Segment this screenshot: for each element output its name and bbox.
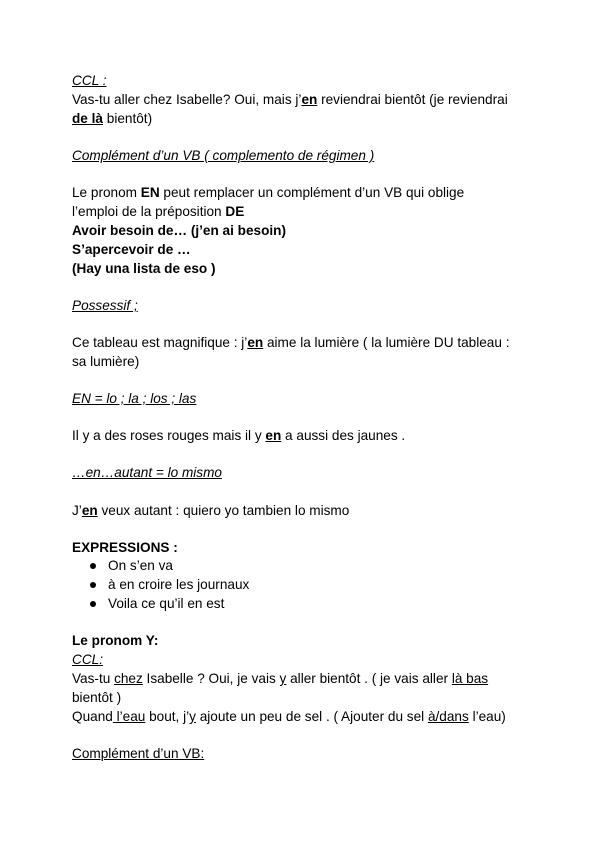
y-line-2: bientôt ) (72, 690, 122, 705)
list-item: On s’en va (108, 558, 173, 573)
emphasis: DE (225, 204, 245, 219)
text: bout, j’ (145, 709, 190, 724)
expressions-heading: EXPRESSIONS : (72, 540, 178, 555)
text: reviendrai bientôt (je reviendrai (317, 92, 508, 107)
cvb-line-2 (72, 203, 244, 221)
emphasis: en (301, 92, 318, 107)
autant-heading: …en…autant = lo mismo (72, 465, 222, 480)
cvb-bold-2: S’apercevoir de … (72, 242, 191, 257)
text: Isabelle ? Oui, je vais (142, 671, 280, 686)
y-ccl-heading: CCL: (72, 652, 103, 667)
ccl-heading: CCL : (72, 73, 107, 88)
cvb-heading: Complément d’un VB ( complemento de régimen ) (72, 148, 375, 163)
poss-line-1 (72, 334, 509, 352)
text: Quand (72, 709, 113, 724)
emphasis: en (81, 503, 98, 518)
autant-line-1 (72, 502, 349, 520)
poss-line-2: sa lumière) (72, 354, 140, 369)
text: ajoute un peu de sel . ( Ajouter du sel (195, 709, 428, 724)
text: Il y a des roses rouges mais il y (72, 428, 266, 443)
underlined-text: l’eau (112, 709, 146, 724)
ccl-line-2 (72, 110, 152, 128)
text: aime la lumière ( la lumière DU tableau : (263, 335, 510, 350)
cvb-bold-3: (Hay una lista de eso ) (72, 261, 216, 276)
text: aller bientôt . ( je vais aller (286, 671, 452, 686)
underlined-text: y (189, 709, 196, 724)
bullet-icon (90, 576, 98, 594)
y-line-3 (72, 708, 506, 726)
bullet-icon (90, 557, 98, 575)
ccl-line-1 (72, 91, 508, 109)
text: l’eau) (468, 709, 506, 724)
text: bientôt) (102, 111, 153, 126)
underlined-text: là bas (451, 671, 489, 686)
y-line-1 (72, 670, 488, 688)
list-item: Voila ce qu’il en est (108, 596, 225, 611)
emphasis: EN (140, 185, 160, 200)
y-heading: Le pronom Y: (72, 633, 159, 648)
eq-line-1 (72, 427, 405, 445)
cvb-bold-1: Avoir besoin de… (j’en ai besoin) (72, 223, 287, 238)
poss-heading: Possessif ; (72, 298, 138, 313)
text: veux autant : quiero yo tambien lo mismo (97, 503, 350, 518)
cvb-line-1 (72, 184, 464, 202)
underlined-text: chez (114, 671, 143, 686)
text: l’emploi de la préposition (72, 204, 226, 219)
text: J’ (72, 503, 82, 518)
emphasis: de là (72, 111, 103, 126)
emphasis: en (265, 428, 282, 443)
bullet-icon (90, 595, 98, 613)
text: Ce tableau est magnifique : j’ (72, 335, 248, 350)
eq-heading: EN = lo ; la ; los ; las (72, 391, 197, 406)
y-cvb-heading: Complément d’un VB: (72, 746, 205, 761)
text: a aussi des jaunes . (281, 428, 406, 443)
underlined-text: y (279, 671, 287, 686)
underlined-text: à/dans (427, 709, 469, 724)
text: Le pronom (72, 185, 141, 200)
text: Vas-tu aller chez Isabelle? Oui, mais j’ (72, 92, 302, 107)
text: Vas-tu (72, 671, 115, 686)
list-item: à en croire les journaux (108, 577, 250, 592)
emphasis: en (247, 335, 264, 350)
text: peut remplacer un complément d’un VB qui oblige (159, 185, 465, 200)
